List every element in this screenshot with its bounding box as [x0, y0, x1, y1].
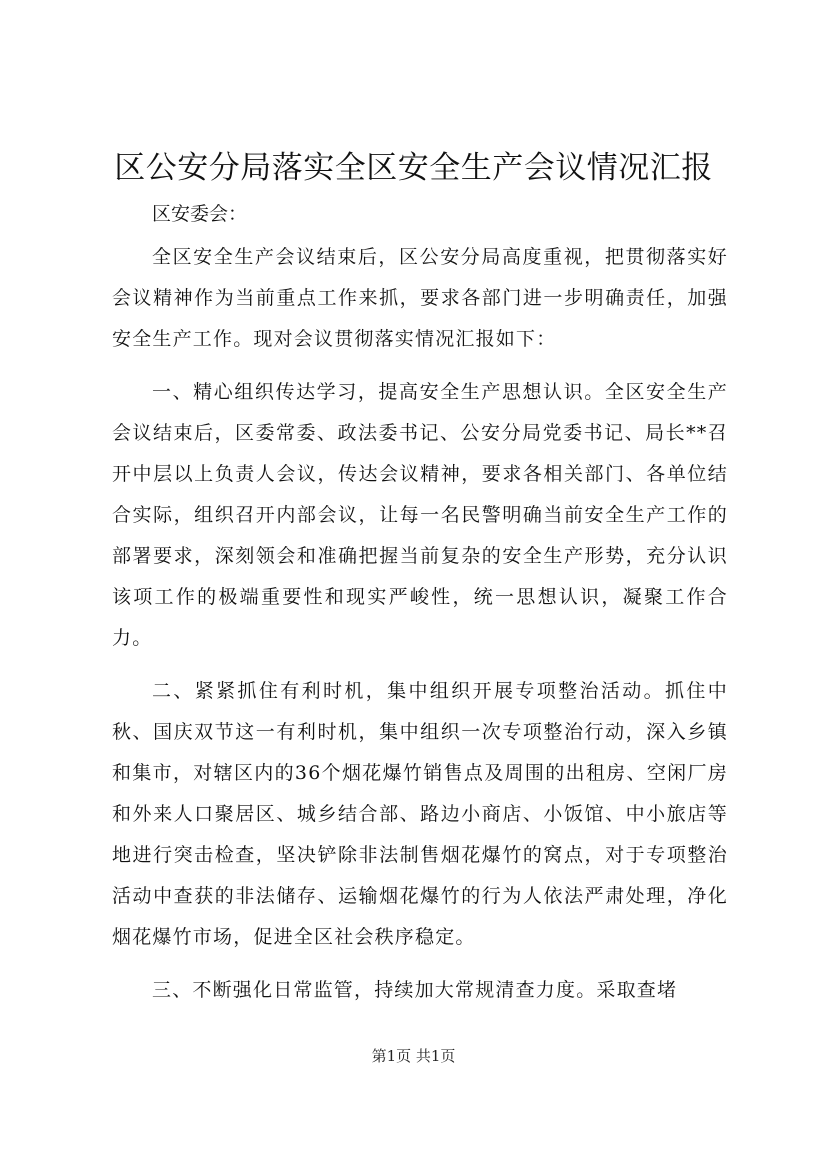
document-body	[112, 194, 728, 1023]
paragraph-section-one: 一、精心组织传达学习，提高安全生产思想认识。全区安全生产会议结束后，区委常委、政法委书记、公安分局党委书记、局长**召开中层以上负责人会议，传达会议精神，要求各相关部门、各单位结合实际，组织召开内部会议，让每一名民警明确当前安全生产工作的部署要求，深刻领会和准确把握当前复杂的安全生产形势，充分认识该项工作的极端重要性和现实严峻性，统一思想认识，凝聚工作合力。	[112, 381, 728, 649]
document-title: 区公安分局落实全区安全生产会议情况汇报	[114, 150, 713, 186]
page-number-footer: 第1页 共1页	[371, 1047, 456, 1065]
addressee-line: 区安委会：	[152, 203, 248, 225]
paragraph-section-three: 三、不断强化日常监管，持续加大常规清查力度。采取查堵	[152, 979, 678, 1001]
paragraph-section-two: 二、紧紧抓住有利时机，集中组织开展专项整治活动。抓住中秋、国庆双节这一有利时机，集中组织一次专项整治行动，深入乡镇和集市，对辖区内的36个烟花爆竹销售点及周围的出租房、空闲厂房和外来人口聚居区、城乡结合部、路边小商店、小饭馆、中小旅店等地进行突击检查，坚决铲除非法制售烟花爆竹的窝点，对于专项整治活动中查获的非法储存、运输烟花爆竹的行为人依法严肃处理，净化烟花爆竹市场，促进全区社会秩序稳定。	[112, 680, 728, 948]
paragraph-intro: 全区安全生产会议结束后，区公安分局高度重视，把贯彻落实好会议精神作为当前重点工作来抓，要求各部门进一步明确责任，加强安全生产工作。现对会议贯彻落实情况汇报如下：	[112, 246, 728, 350]
